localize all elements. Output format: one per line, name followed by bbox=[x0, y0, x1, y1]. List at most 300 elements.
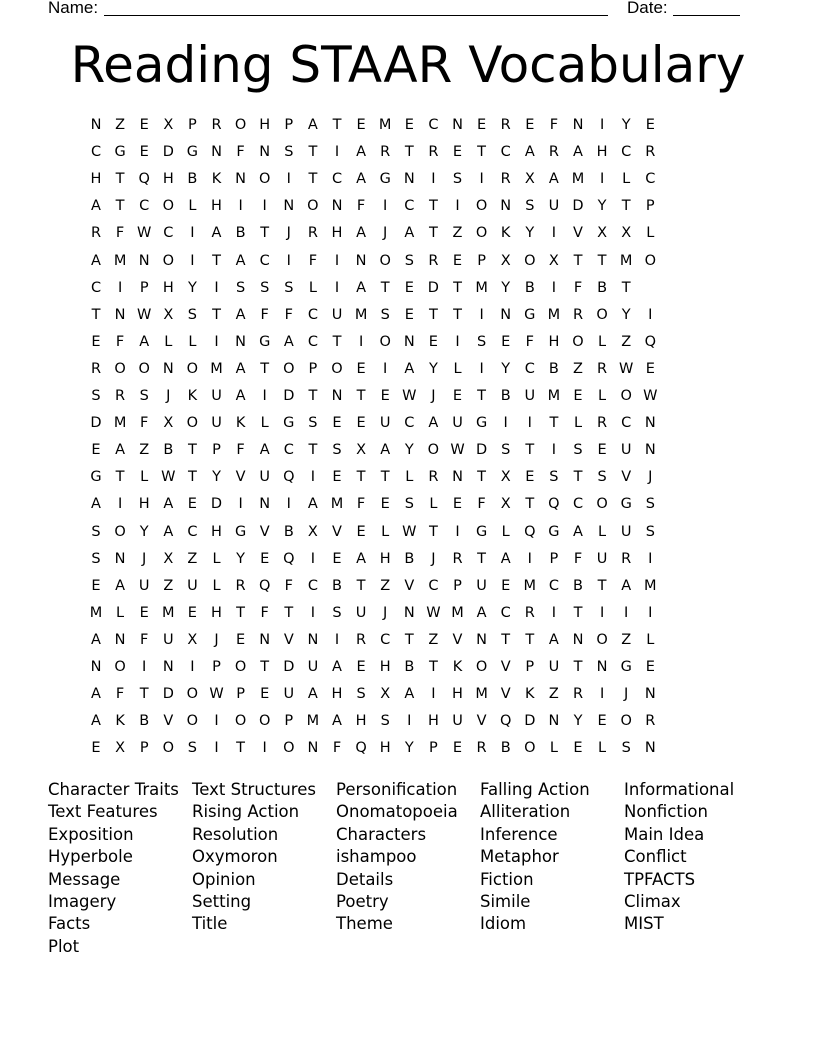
grid-letter[interactable]: N bbox=[259, 144, 271, 161]
grid-letter[interactable]: D bbox=[427, 279, 439, 296]
grid-letter[interactable]: O bbox=[162, 740, 174, 757]
grid-letter[interactable]: S bbox=[187, 740, 197, 757]
grid-letter[interactable]: O bbox=[596, 631, 608, 648]
grid-letter[interactable]: U bbox=[596, 550, 608, 567]
grid-letter[interactable]: A bbox=[428, 415, 439, 432]
grid-letter[interactable]: B bbox=[548, 360, 559, 377]
grid-letter[interactable]: X bbox=[163, 117, 174, 133]
grid-letter[interactable]: S bbox=[549, 469, 559, 486]
grid-letter[interactable]: I bbox=[117, 496, 123, 513]
grid-letter[interactable]: O bbox=[162, 198, 174, 215]
grid-letter[interactable]: F bbox=[260, 604, 269, 621]
grid-letter[interactable]: A bbox=[307, 117, 318, 133]
grid-letter[interactable]: E bbox=[380, 496, 390, 513]
grid-letter[interactable]: I bbox=[286, 171, 291, 188]
grid-letter[interactable]: D bbox=[162, 144, 174, 161]
grid-letter[interactable]: A bbox=[621, 577, 632, 594]
grid-letter[interactable]: A bbox=[548, 171, 559, 188]
grid-letter[interactable]: F bbox=[525, 333, 534, 350]
grid-letter[interactable]: R bbox=[621, 550, 632, 567]
grid-letter[interactable]: C bbox=[163, 225, 174, 242]
grid-letter[interactable]: A bbox=[139, 333, 150, 350]
grid-letter[interactable]: J bbox=[431, 388, 436, 404]
grid-letter[interactable]: G bbox=[475, 415, 488, 432]
grid-letter[interactable]: T bbox=[453, 306, 462, 323]
grid-letter[interactable]: E bbox=[404, 306, 414, 323]
grid-letter[interactable]: T bbox=[525, 442, 535, 459]
grid-letter[interactable]: L bbox=[212, 577, 221, 594]
grid-letter[interactable]: J bbox=[383, 225, 388, 242]
grid-letter[interactable]: C bbox=[645, 171, 656, 188]
grid-letter[interactable]: I bbox=[648, 550, 653, 567]
grid-letter[interactable]: V bbox=[452, 631, 463, 648]
grid-letter[interactable]: I bbox=[551, 442, 557, 459]
grid-letter[interactable]: E bbox=[452, 388, 463, 404]
grid-letter[interactable]: V bbox=[235, 469, 246, 486]
grid-letter[interactable]: O bbox=[572, 333, 584, 350]
grid-letter[interactable]: I bbox=[334, 252, 340, 269]
grid-letter[interactable]: O bbox=[186, 686, 199, 703]
grid-letter[interactable]: P bbox=[236, 686, 245, 703]
grid-letter[interactable]: L bbox=[598, 523, 607, 540]
grid-letter[interactable]: E bbox=[501, 577, 511, 594]
grid-letter[interactable]: E bbox=[452, 252, 463, 269]
grid-letter[interactable]: F bbox=[284, 577, 293, 594]
grid-letter[interactable]: T bbox=[260, 360, 270, 377]
grid-letter[interactable]: E bbox=[187, 604, 197, 621]
grid-letter[interactable]: H bbox=[331, 225, 343, 242]
grid-letter[interactable]: X bbox=[524, 171, 535, 188]
grid-letter[interactable]: E bbox=[477, 117, 487, 133]
grid-letter[interactable]: S bbox=[332, 604, 342, 621]
grid-letter[interactable]: W bbox=[137, 225, 152, 242]
grid-letter[interactable]: U bbox=[187, 577, 198, 594]
grid-letter[interactable]: E bbox=[356, 523, 366, 540]
grid-letter[interactable]: Z bbox=[187, 550, 198, 567]
grid-letter[interactable]: M bbox=[475, 279, 488, 296]
grid-letter[interactable]: H bbox=[452, 686, 463, 703]
grid-letter[interactable]: R bbox=[572, 686, 584, 703]
grid-letter[interactable]: I bbox=[334, 144, 340, 161]
grid-letter[interactable]: J bbox=[648, 469, 653, 486]
grid-letter[interactable]: I bbox=[383, 360, 388, 377]
grid-letter[interactable]: T bbox=[453, 279, 462, 296]
grid-letter[interactable]: F bbox=[308, 252, 318, 269]
grid-letter[interactable]: Y bbox=[621, 117, 631, 133]
grid-letter[interactable]: U bbox=[211, 415, 222, 432]
grid-letter[interactable]: P bbox=[212, 659, 221, 675]
grid-letter[interactable]: G bbox=[234, 523, 247, 540]
grid-letter[interactable]: E bbox=[356, 659, 366, 675]
grid-letter[interactable]: S bbox=[573, 442, 583, 459]
grid-letter[interactable]: Q bbox=[499, 713, 512, 730]
grid-letter[interactable]: M bbox=[210, 360, 223, 377]
grid-letter[interactable]: R bbox=[90, 360, 102, 377]
grid-letter[interactable]: I bbox=[503, 415, 508, 432]
grid-letter[interactable]: A bbox=[91, 631, 101, 648]
grid-letter[interactable]: D bbox=[524, 713, 536, 730]
grid-letter[interactable]: P bbox=[525, 659, 535, 675]
grid-letter[interactable]: D bbox=[283, 659, 295, 675]
grid-letter[interactable]: I bbox=[310, 604, 316, 621]
grid-letter[interactable]: M bbox=[113, 252, 127, 269]
grid-letter[interactable]: E bbox=[645, 659, 655, 675]
grid-letter[interactable]: R bbox=[597, 360, 608, 377]
grid-letter[interactable]: R bbox=[645, 713, 656, 730]
grid-letter[interactable]: O bbox=[620, 713, 632, 730]
grid-letter[interactable]: L bbox=[598, 740, 607, 757]
grid-letter[interactable]: K bbox=[452, 659, 463, 675]
grid-letter[interactable]: T bbox=[115, 171, 125, 188]
grid-letter[interactable]: C bbox=[524, 360, 535, 377]
grid-letter[interactable]: I bbox=[262, 740, 267, 757]
grid-letter[interactable]: S bbox=[645, 523, 655, 540]
grid-letter[interactable]: S bbox=[645, 496, 655, 513]
grid-letter[interactable]: S bbox=[597, 469, 607, 486]
grid-letter[interactable]: N bbox=[114, 550, 126, 567]
grid-letter[interactable]: R bbox=[500, 117, 511, 133]
grid-letter[interactable]: O bbox=[596, 306, 608, 323]
grid-letter[interactable]: K bbox=[211, 171, 222, 188]
grid-letter[interactable]: T bbox=[236, 740, 246, 757]
grid-letter[interactable]: T bbox=[308, 144, 318, 161]
grid-letter[interactable]: O bbox=[138, 360, 150, 377]
grid-letter[interactable]: T bbox=[139, 686, 149, 703]
grid-letter[interactable]: M bbox=[644, 577, 657, 594]
grid-letter[interactable]: N bbox=[331, 388, 343, 404]
grid-letter[interactable]: T bbox=[525, 496, 535, 513]
grid-letter[interactable]: O bbox=[186, 713, 199, 730]
grid-letter[interactable]: X bbox=[500, 252, 511, 269]
grid-letter[interactable]: R bbox=[524, 604, 535, 621]
grid-letter[interactable]: H bbox=[211, 523, 222, 540]
grid-letter[interactable]: I bbox=[214, 740, 219, 757]
grid-letter[interactable]: C bbox=[259, 252, 270, 269]
grid-letter[interactable]: E bbox=[139, 144, 149, 161]
grid-letter[interactable]: I bbox=[479, 306, 484, 323]
grid-letter[interactable]: D bbox=[162, 686, 174, 703]
grid-letter[interactable]: F bbox=[236, 144, 245, 161]
grid-letter[interactable]: Y bbox=[573, 713, 583, 730]
grid-letter[interactable]: W bbox=[209, 686, 224, 703]
grid-letter[interactable]: V bbox=[573, 225, 583, 242]
grid-letter[interactable]: A bbox=[283, 333, 294, 350]
grid-letter[interactable]: A bbox=[573, 144, 583, 161]
grid-letter[interactable]: F bbox=[115, 225, 125, 242]
grid-letter[interactable]: G bbox=[620, 496, 632, 513]
grid-letter[interactable]: A bbox=[356, 225, 367, 242]
grid-letter[interactable]: S bbox=[501, 442, 511, 459]
grid-letter[interactable]: V bbox=[163, 713, 174, 730]
grid-letter[interactable]: Z bbox=[573, 360, 583, 377]
grid-letter[interactable]: J bbox=[166, 388, 171, 404]
grid-letter[interactable]: O bbox=[258, 171, 271, 188]
grid-letter[interactable]: U bbox=[211, 388, 222, 404]
grid-letter[interactable]: E bbox=[260, 686, 270, 703]
grid-letter[interactable]: I bbox=[479, 171, 484, 188]
grid-letter[interactable]: U bbox=[620, 523, 632, 540]
grid-letter[interactable]: M bbox=[354, 306, 368, 323]
grid-letter[interactable]: C bbox=[139, 198, 150, 215]
grid-letter[interactable]: N bbox=[114, 631, 126, 648]
grid-letter[interactable]: N bbox=[403, 604, 415, 621]
grid-letter[interactable]: J bbox=[624, 686, 629, 703]
grid-letter[interactable]: L bbox=[308, 279, 317, 296]
grid-letter[interactable]: L bbox=[573, 415, 583, 432]
grid-letter[interactable]: E bbox=[404, 279, 414, 296]
grid-letter[interactable]: E bbox=[573, 740, 583, 757]
grid-letter[interactable]: H bbox=[162, 171, 174, 188]
grid-letter[interactable]: L bbox=[501, 523, 510, 540]
grid-letter[interactable]: H bbox=[596, 144, 608, 161]
grid-letter[interactable]: V bbox=[283, 631, 294, 648]
grid-letter[interactable]: G bbox=[283, 415, 295, 432]
grid-letter[interactable]: V bbox=[476, 713, 487, 730]
grid-letter[interactable]: T bbox=[212, 306, 221, 323]
grid-letter[interactable]: O bbox=[234, 659, 247, 675]
grid-letter[interactable]: M bbox=[523, 577, 537, 594]
grid-letter[interactable]: S bbox=[380, 306, 390, 323]
grid-letter[interactable]: Y bbox=[236, 550, 246, 567]
grid-letter[interactable]: F bbox=[332, 740, 342, 757]
grid-letter[interactable]: M bbox=[162, 604, 175, 621]
grid-letter[interactable]: L bbox=[188, 198, 197, 215]
grid-letter[interactable]: S bbox=[332, 442, 342, 459]
grid-letter[interactable]: M bbox=[547, 306, 561, 323]
grid-letter[interactable]: F bbox=[356, 496, 366, 513]
grid-letter[interactable]: X bbox=[500, 469, 511, 486]
grid-letter[interactable]: E bbox=[332, 415, 342, 432]
grid-letter[interactable]: R bbox=[235, 577, 246, 594]
grid-letter[interactable]: A bbox=[380, 442, 391, 459]
grid-letter[interactable]: T bbox=[477, 144, 487, 161]
grid-letter[interactable]: I bbox=[455, 198, 460, 215]
grid-letter[interactable]: N bbox=[307, 631, 319, 648]
grid-letter[interactable]: U bbox=[476, 577, 487, 594]
grid-letter[interactable]: X bbox=[163, 415, 174, 432]
grid-letter[interactable]: C bbox=[428, 117, 439, 133]
grid-letter[interactable]: F bbox=[140, 631, 149, 648]
grid-letter[interactable]: U bbox=[355, 604, 367, 621]
grid-letter[interactable]: M bbox=[89, 604, 103, 621]
grid-letter[interactable]: A bbox=[548, 631, 559, 648]
grid-letter[interactable]: C bbox=[90, 279, 102, 296]
grid-letter[interactable]: S bbox=[452, 171, 463, 188]
grid-letter[interactable]: O bbox=[114, 523, 126, 540]
grid-letter[interactable]: T bbox=[115, 469, 125, 486]
grid-letter[interactable]: K bbox=[500, 225, 511, 242]
grid-letter[interactable]: R bbox=[211, 117, 222, 133]
grid-letter[interactable]: I bbox=[286, 252, 291, 269]
grid-letter[interactable]: R bbox=[572, 306, 584, 323]
grid-letter[interactable]: A bbox=[307, 686, 318, 703]
grid-letter[interactable]: T bbox=[308, 171, 318, 188]
grid-letter[interactable]: E bbox=[525, 117, 535, 133]
grid-letter[interactable]: I bbox=[310, 550, 316, 567]
grid-letter[interactable]: T bbox=[308, 388, 318, 404]
grid-letter[interactable]: S bbox=[404, 252, 414, 269]
grid-letter[interactable]: E bbox=[91, 333, 101, 350]
grid-letter[interactable]: I bbox=[117, 279, 123, 296]
grid-letter[interactable]: H bbox=[138, 496, 150, 513]
grid-letter[interactable]: V bbox=[259, 523, 270, 540]
grid-letter[interactable]: X bbox=[380, 686, 391, 703]
grid-letter[interactable]: I bbox=[431, 686, 436, 703]
grid-letter[interactable]: W bbox=[426, 604, 441, 621]
grid-letter[interactable]: L bbox=[549, 740, 558, 757]
grid-letter[interactable]: I bbox=[599, 686, 605, 703]
grid-letter[interactable]: P bbox=[477, 252, 486, 269]
grid-letter[interactable]: F bbox=[115, 686, 125, 703]
grid-letter[interactable]: N bbox=[283, 198, 295, 215]
grid-letter[interactable]: L bbox=[116, 604, 125, 621]
grid-letter[interactable]: I bbox=[599, 117, 605, 133]
grid-letter[interactable]: B bbox=[235, 225, 246, 242]
grid-letter[interactable]: V bbox=[500, 659, 511, 675]
grid-letter[interactable]: A bbox=[332, 713, 342, 730]
grid-letter[interactable]: T bbox=[573, 604, 583, 621]
grid-letter[interactable]: G bbox=[379, 171, 391, 188]
grid-letter[interactable]: M bbox=[619, 252, 633, 269]
grid-letter[interactable]: O bbox=[162, 252, 174, 269]
grid-letter[interactable]: O bbox=[475, 659, 488, 675]
grid-letter[interactable]: X bbox=[307, 523, 318, 540]
grid-letter[interactable]: X bbox=[356, 442, 367, 459]
grid-letter[interactable]: E bbox=[91, 442, 101, 459]
grid-letter[interactable]: S bbox=[356, 686, 366, 703]
grid-letter[interactable]: O bbox=[620, 388, 632, 404]
grid-letter[interactable]: F bbox=[140, 415, 149, 432]
grid-letter[interactable]: W bbox=[137, 306, 152, 323]
grid-letter[interactable]: A bbox=[404, 360, 415, 377]
grid-letter[interactable]: O bbox=[258, 713, 271, 730]
grid-letter[interactable]: W bbox=[402, 523, 417, 540]
grid-letter[interactable]: N bbox=[162, 659, 174, 675]
grid-letter[interactable]: N bbox=[355, 252, 367, 269]
grid-letter[interactable]: O bbox=[524, 252, 536, 269]
grid-letter[interactable]: A bbox=[235, 360, 246, 377]
grid-letter[interactable]: E bbox=[91, 740, 101, 757]
grid-letter[interactable]: A bbox=[163, 496, 174, 513]
grid-letter[interactable]: L bbox=[429, 496, 438, 513]
grid-letter[interactable]: U bbox=[524, 388, 536, 404]
grid-letter[interactable]: N bbox=[476, 631, 488, 648]
grid-letter[interactable]: F bbox=[260, 306, 269, 323]
grid-letter[interactable]: I bbox=[527, 415, 532, 432]
grid-letter[interactable]: F bbox=[573, 279, 583, 296]
grid-letter[interactable]: N bbox=[572, 631, 584, 648]
grid-letter[interactable]: J bbox=[383, 604, 388, 621]
grid-letter[interactable]: E bbox=[356, 117, 366, 133]
grid-letter[interactable]: B bbox=[500, 740, 511, 757]
grid-letter[interactable]: Y bbox=[501, 360, 511, 377]
grid-letter[interactable]: I bbox=[358, 333, 364, 350]
grid-letter[interactable]: E bbox=[404, 117, 414, 133]
grid-letter[interactable]: Q bbox=[283, 550, 295, 567]
grid-letter[interactable]: J bbox=[214, 631, 219, 648]
grid-letter[interactable]: S bbox=[380, 713, 390, 730]
grid-letter[interactable]: S bbox=[139, 388, 149, 404]
grid-letter[interactable]: R bbox=[428, 252, 439, 269]
grid-letter[interactable]: T bbox=[477, 469, 487, 486]
grid-letter[interactable]: B bbox=[187, 171, 198, 188]
grid-letter[interactable]: C bbox=[500, 144, 511, 161]
grid-letter[interactable]: E bbox=[645, 117, 655, 133]
grid-letter[interactable]: C bbox=[572, 496, 584, 513]
grid-letter[interactable]: Z bbox=[163, 577, 174, 594]
grid-letter[interactable]: T bbox=[356, 577, 366, 594]
grid-letter[interactable]: K bbox=[115, 713, 125, 730]
grid-letter[interactable]: O bbox=[186, 415, 199, 432]
grid-letter[interactable]: A bbox=[404, 686, 415, 703]
grid-letter[interactable]: A bbox=[356, 171, 367, 188]
grid-letter[interactable]: Q bbox=[138, 171, 150, 188]
grid-letter[interactable]: G bbox=[524, 306, 536, 323]
grid-letter[interactable]: E bbox=[452, 144, 463, 161]
grid-letter[interactable]: C bbox=[548, 577, 559, 594]
grid-letter[interactable]: O bbox=[114, 360, 126, 377]
grid-letter[interactable]: E bbox=[139, 117, 149, 133]
grid-letter[interactable]: P bbox=[429, 740, 438, 757]
grid-letter[interactable]: T bbox=[597, 252, 607, 269]
grid-letter[interactable]: N bbox=[138, 252, 150, 269]
grid-letter[interactable]: N bbox=[500, 306, 512, 323]
grid-letter[interactable]: O bbox=[379, 333, 391, 350]
grid-letter[interactable]: C bbox=[283, 442, 294, 459]
grid-letter[interactable]: N bbox=[572, 117, 584, 133]
grid-letter[interactable]: T bbox=[597, 577, 607, 594]
grid-letter[interactable]: I bbox=[624, 604, 629, 621]
grid-letter[interactable]: O bbox=[234, 117, 247, 133]
grid-letter[interactable]: T bbox=[573, 659, 583, 675]
grid-letter[interactable]: S bbox=[476, 333, 487, 350]
grid-letter[interactable]: B bbox=[283, 523, 294, 540]
grid-letter[interactable]: Z bbox=[139, 442, 150, 459]
grid-letter[interactable]: T bbox=[404, 631, 414, 648]
grid-letter[interactable]: U bbox=[548, 198, 560, 215]
grid-letter[interactable]: S bbox=[404, 496, 414, 513]
grid-letter[interactable]: E bbox=[597, 442, 607, 459]
grid-letter[interactable]: D bbox=[283, 388, 295, 404]
grid-letter[interactable]: A bbox=[356, 550, 367, 567]
grid-letter[interactable]: X bbox=[115, 740, 126, 757]
grid-letter[interactable]: C bbox=[404, 198, 415, 215]
grid-letter[interactable]: R bbox=[380, 144, 391, 161]
grid-letter[interactable]: X bbox=[187, 631, 198, 648]
grid-letter[interactable]: N bbox=[235, 333, 247, 350]
grid-letter[interactable]: A bbox=[524, 144, 535, 161]
grid-letter[interactable]: A bbox=[91, 198, 101, 215]
grid-letter[interactable]: U bbox=[379, 415, 391, 432]
grid-letter[interactable]: N bbox=[644, 686, 656, 703]
grid-letter[interactable]: T bbox=[428, 659, 438, 675]
grid-letter[interactable]: L bbox=[622, 171, 631, 188]
grid-letter[interactable]: E bbox=[597, 713, 607, 730]
grid-letter[interactable]: O bbox=[234, 713, 247, 730]
grid-letter[interactable]: Z bbox=[380, 577, 391, 594]
grid-letter[interactable]: T bbox=[380, 279, 390, 296]
grid-letter[interactable]: I bbox=[190, 659, 195, 675]
grid-letter[interactable]: S bbox=[260, 279, 270, 296]
grid-letter[interactable]: B bbox=[573, 577, 583, 594]
grid-letter[interactable]: A bbox=[356, 144, 367, 161]
grid-letter[interactable]: L bbox=[212, 550, 221, 567]
grid-letter[interactable]: C bbox=[621, 415, 632, 432]
grid-letter[interactable]: U bbox=[138, 577, 150, 594]
grid-letter[interactable]: O bbox=[283, 360, 295, 377]
grid-letter[interactable]: Y bbox=[525, 225, 535, 242]
grid-letter[interactable]: G bbox=[475, 523, 488, 540]
